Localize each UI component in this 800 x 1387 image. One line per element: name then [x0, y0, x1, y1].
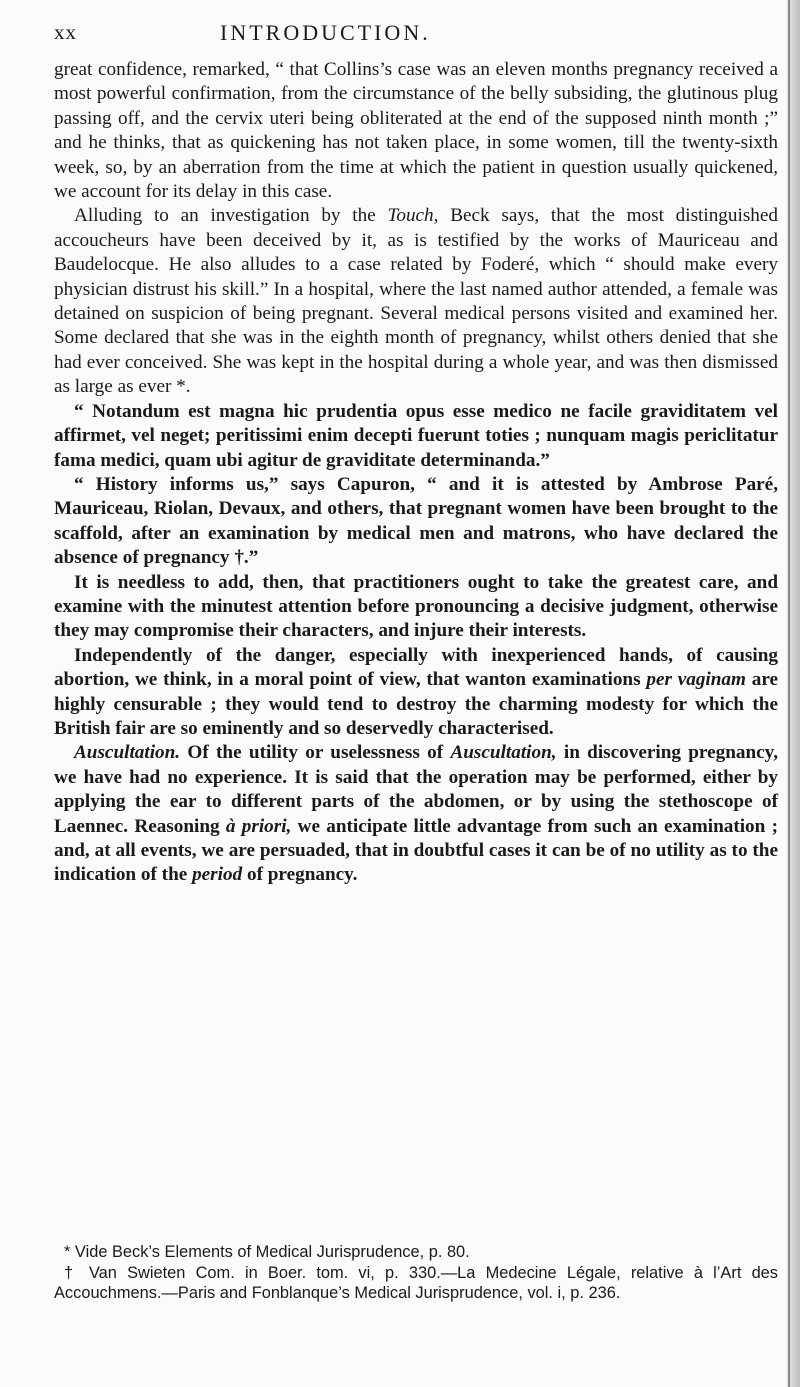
paragraph-touch [54, 204, 778, 399]
paragraph-touch-rest: Beck says, that the most distinguished accoucheurs have been deceived by it, as is testified by the works of Mauriceau and Baudelocque. He also alludes to a case related by Foderé, which “ should make every physician distrust his skill.” In a hospital, where the last named author attended, a female was detained on suspicion of being pregnant. Several medical persons visited and examined her. Some declared that she was in the eighth month of pregnancy, whilst others denied that she had ever conceived. She was kept in the hospital during a whole year, and was then dismissed as large as ever *. [54, 205, 778, 398]
auscultation-text-4: of pregnancy. [242, 864, 358, 886]
emphasis-touch: Touch, [387, 205, 439, 227]
page-binding-line [788, 0, 790, 1387]
paragraph-modesty-rest: are highly censurable ; they would tend to destroy the charming modesty for which the British fair are so eminently and so deservedly characterised. [54, 669, 779, 739]
paragraph-auscultation [54, 741, 778, 887]
latin-quotation: “ Notandum est magna hic prudentia opus esse medico ne facile graviditatem vel affirmet, vel neget; peritissimi enim decepti fuerunt toties ; nunquam magis periclitatur fama medici, quam ubi agitur de graviditate determinanda.” [54, 400, 778, 471]
paragraph-modesty-lead: Independently of the danger, especially with inexperienced hands, of causing abortion, we think, in a moral point of view, that wanton examinations [54, 644, 778, 691]
emphasis-a-priori: à priori, [225, 815, 292, 837]
paragraph-continuation: great confidence, remarked, “ that Collins’s case was an eleven months pregnancy received a most powerful confirmation, from the circumstance of the belly subsiding, the glutinous plug passing off, and the cervix uteri being obliterated at the end of the supposed ninth month ;” and he thinks, that as quickening has not taken place, in some women, till the twenty-sixth week, so, by an aberration from the time at which the patient in question usually quickened, we account for its delay in this case. [54, 59, 778, 203]
auscultation-text-3: we anticipate little advantage from such an examination ; and, at all events, we are persuaded, that in doubtful cases it can be of no utility as to the indication of the [54, 815, 778, 886]
emphasis-period: period [192, 864, 243, 886]
footnote-beck: * Vide Beck’s Elements of Medical Jurisprudence, p. 80. [64, 1243, 470, 1261]
emphasis-per-vaginam: per vaginam [646, 669, 746, 691]
auscultation-text-1: Of the utility or uselessness of [180, 742, 451, 764]
running-head: INTRODUCTION. [220, 20, 431, 45]
paragraph-capuron: “ History informs us,” says Capuron, “ and it is attested by Ambrose Paré, Mauriceau, Riolan, Devaux, and others, that pregnant women have been brought to the scaffold, after an examination by medical men and matrons, who have declared the absence of pregnancy †.” [54, 473, 778, 569]
body-text [54, 58, 778, 888]
section-heading-auscultation: Auscultation. [74, 742, 181, 764]
auscultation-text-2: in discovering pregnancy, we have had no experience. It is said that the operation may be performed, either by applying the ear to different parts of the abdomen, or by using the stethoscope of Laennec. Reasoning [54, 742, 779, 837]
emphasis-auscultation: Auscultation, [450, 742, 557, 764]
footnotes [54, 1242, 778, 1304]
page-number: xx [54, 20, 77, 44]
page-header [54, 20, 784, 50]
paragraph-touch-lead: Alluding to an investigation by the [74, 205, 388, 227]
paragraph-practitioners: It is needless to add, then, that practitioners ought to take the greatest care, and examine with the minutest attention before pronouncing a decisive judgment, otherwise they may compromise their characters, and injure their interests. [54, 571, 778, 642]
paragraph-modesty [54, 644, 778, 742]
footnote-van-swieten: † Van Swieten Com. in Boer. tom. vi, p. 330.—La Medecine Légale, relative à l’Art des Accouchmens.—Paris and Fonblanque’s Medical Jurisprudence, vol. i, p. 236. [54, 1263, 778, 1302]
